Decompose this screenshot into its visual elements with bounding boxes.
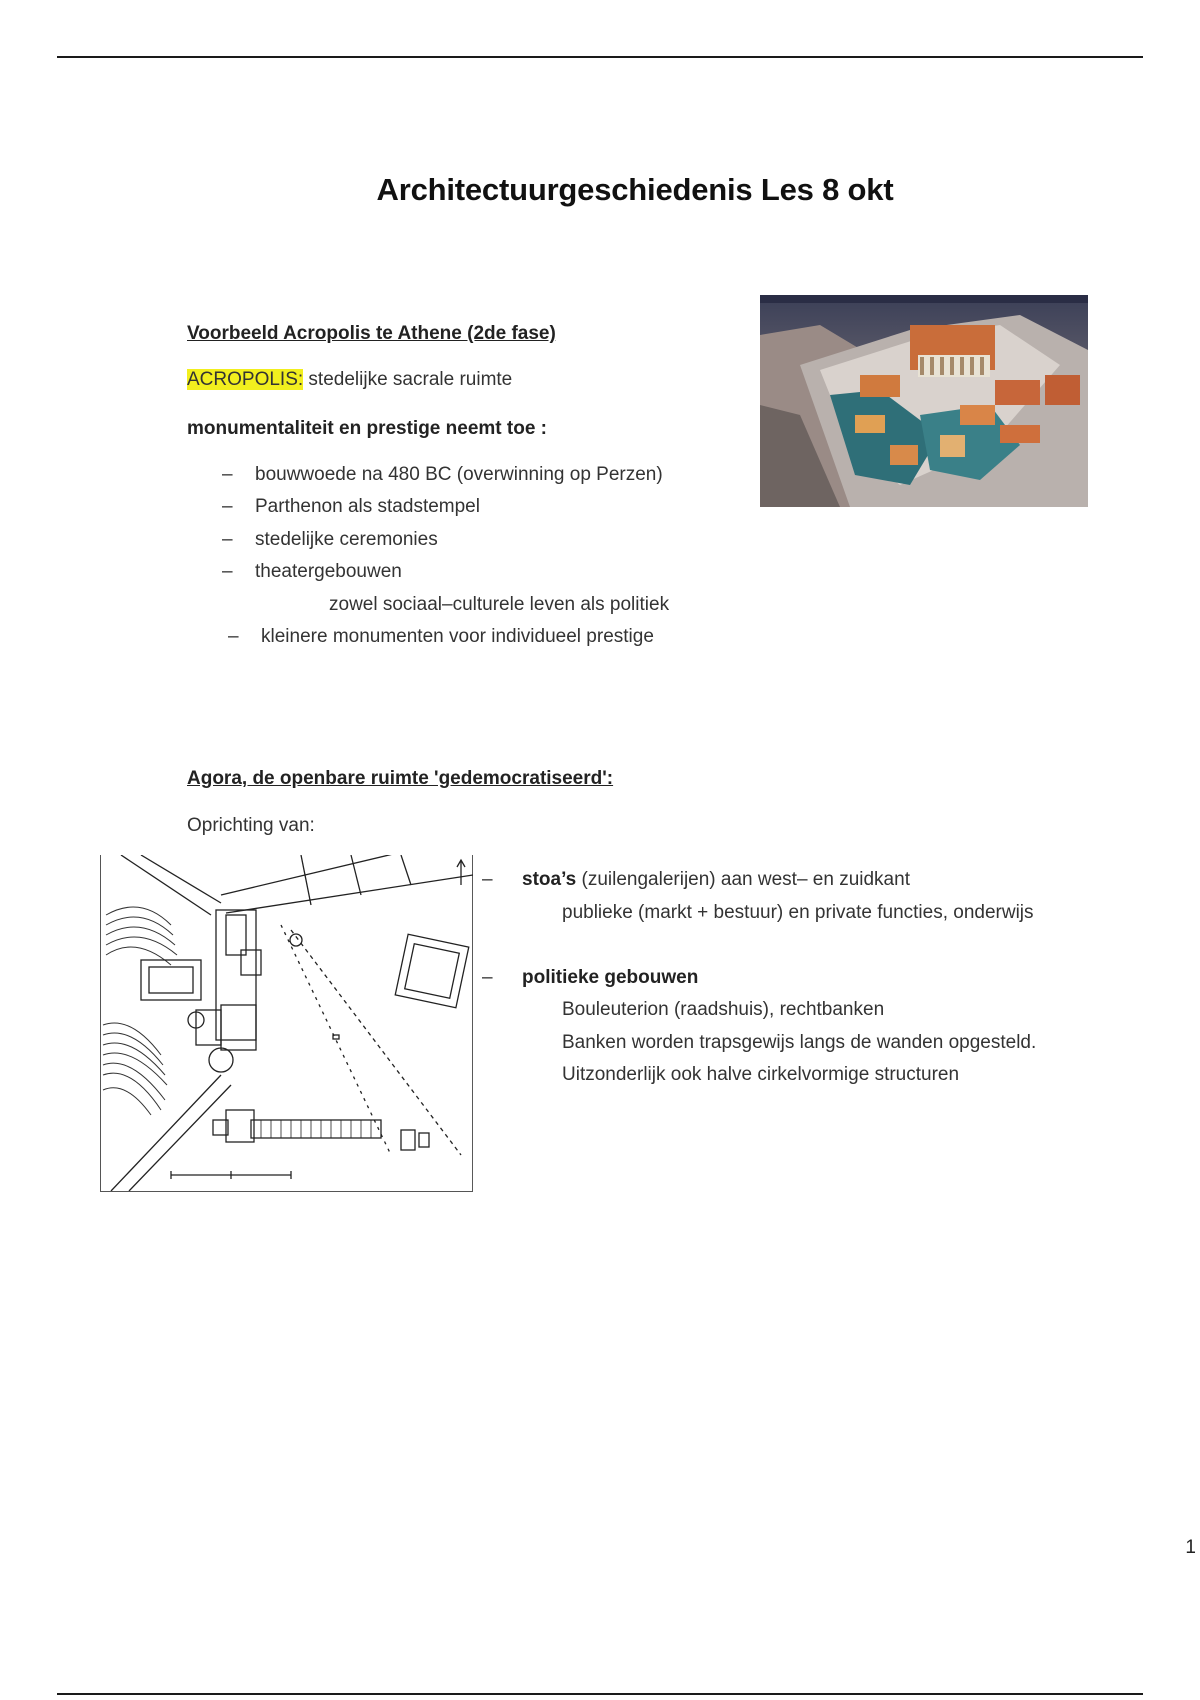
- political-line: Uitzonderlijk ook halve cirkelvormige structuren: [562, 1064, 960, 1085]
- political-line: Banken worden trapsgewijs langs de wanden opgesteld.: [562, 1032, 1037, 1053]
- bullet-dash: –: [222, 529, 233, 550]
- agora-item-stoa: [522, 869, 910, 891]
- stoa-text: (zuilengalerijen) aan west– en zuidkant: [576, 869, 910, 890]
- bullet-dash: –: [228, 626, 239, 647]
- bullet-item: Parthenon als stadstempel: [255, 496, 480, 517]
- acropolis-model-photo: [760, 295, 1088, 507]
- section-heading-agora: Agora, de openbare ruimte 'gedemocratiseerd':: [187, 768, 614, 789]
- bullet-dash: –: [222, 464, 233, 485]
- bullet-dash: –: [482, 869, 493, 890]
- bullet-item: stedelijke ceremonies: [255, 529, 438, 550]
- bullet-dash: –: [222, 496, 233, 517]
- stoa-label: stoa’s: [522, 869, 577, 890]
- page-title: Architectuurgeschiedenis Les 8 okt: [376, 172, 894, 207]
- bullet-item: kleinere monumenten voor individueel prestige: [261, 626, 654, 647]
- bullet-dash: –: [482, 967, 493, 988]
- subheading-monumentality: monumentaliteit en prestige neemt toe :: [187, 418, 547, 439]
- acropolis-label: ACROPOLIS:: [187, 369, 304, 390]
- political-buildings-label: politieke gebouwen: [522, 967, 699, 988]
- bullet-item: bouwwoede na 480 BC (overwinning op Perzen): [255, 464, 663, 485]
- section-heading-acropolis: Voorbeeld Acropolis te Athene (2de fase): [187, 323, 556, 344]
- acropolis-text: stedelijke sacrale ruimte: [303, 369, 513, 390]
- agora-site-plan: [100, 855, 473, 1192]
- bullet-dash: –: [222, 561, 233, 582]
- agora-intro: Oprichting van:: [187, 815, 315, 836]
- acropolis-definition: [187, 369, 512, 391]
- page-number: 1: [1185, 1537, 1196, 1558]
- bullet-item: theatergebouwen: [255, 561, 402, 582]
- political-line: Bouleuterion (raadshuis), rechtbanken: [562, 999, 885, 1020]
- footer-rule: [57, 1693, 1143, 1695]
- header-rule: [57, 56, 1143, 58]
- indent-note: zowel sociaal–culturele leven als politiek: [329, 594, 670, 615]
- stoa-functions: publieke (markt + bestuur) en private functies, onderwijs: [562, 902, 1034, 923]
